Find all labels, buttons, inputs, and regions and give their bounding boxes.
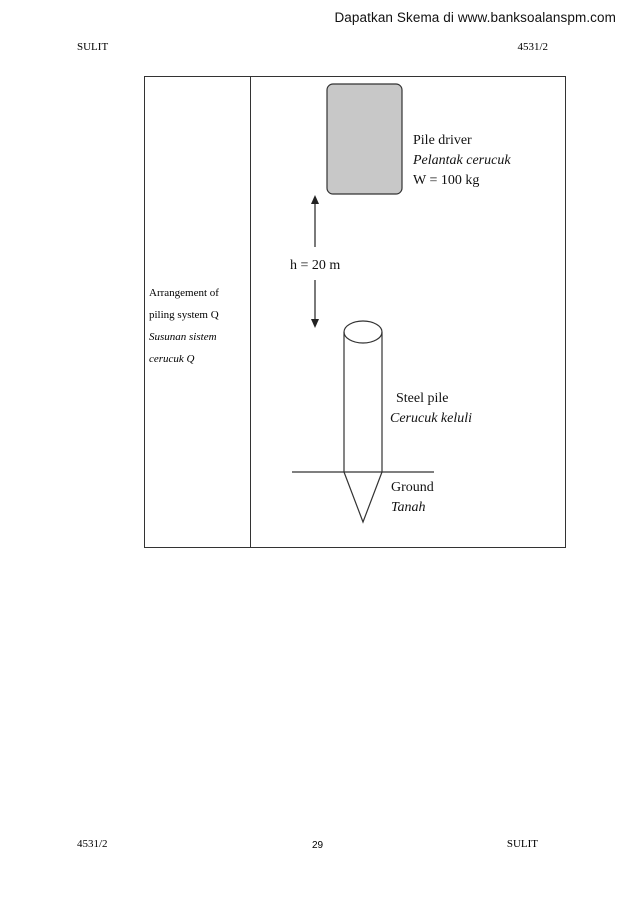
- footer-page-number: 29: [312, 840, 324, 851]
- steel-pile-top: [344, 321, 382, 343]
- pile-driver-label: Pile driver: [413, 133, 472, 148]
- height-arrow-up-head: [311, 195, 319, 204]
- header-paper-code: 4531/2: [517, 41, 548, 53]
- pile-driver-block: [327, 84, 402, 194]
- label-ms-line2: cerucuk Q: [149, 353, 195, 365]
- piling-diagram: [250, 77, 565, 547]
- steel-pile-label-ms: Cerucuk keluli: [390, 411, 473, 426]
- label-en-line1: Arrangement of: [149, 287, 219, 299]
- steel-pile-label: Steel pile: [396, 391, 449, 406]
- label-cell: [149, 282, 249, 370]
- pile-driver-label-ms: Pelantak cerucuk: [413, 153, 511, 168]
- footer-paper-code: 4531/2: [77, 838, 108, 850]
- ground-label-ms: Tanah: [391, 500, 426, 515]
- label-en-line2: piling system Q: [149, 309, 219, 321]
- steel-pile-tip: [344, 472, 382, 522]
- label-ms-line1: Susunan sistem: [149, 331, 217, 343]
- pile-driver-weight: W = 100 kg: [413, 173, 480, 188]
- height-label: h = 20 m: [290, 258, 341, 273]
- ground-label: Ground: [391, 480, 434, 495]
- footer-sulit: SULIT: [506, 838, 538, 850]
- watermark-url: Dapatkan Skema di www.banksoalanspm.com: [334, 10, 616, 25]
- header-sulit: SULIT: [77, 41, 109, 53]
- height-arrow-down-head: [311, 319, 319, 328]
